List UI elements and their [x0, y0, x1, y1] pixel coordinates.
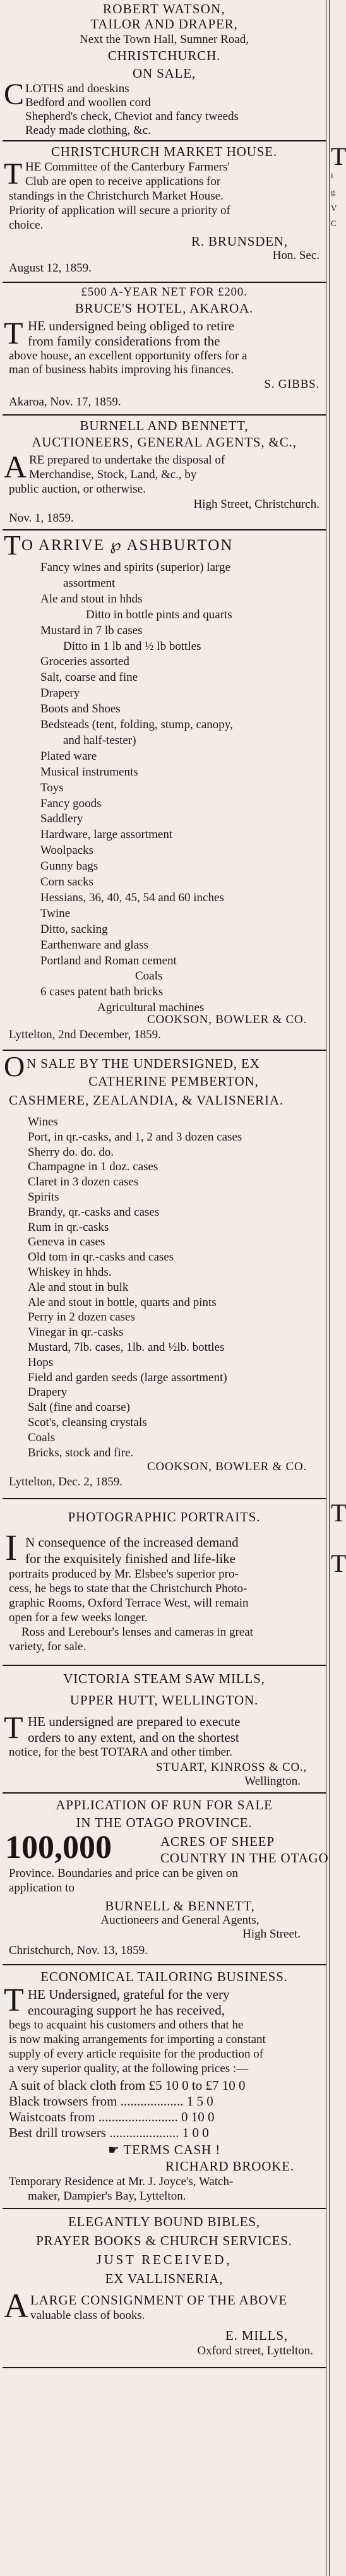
watson-ad [3, 0, 326, 137]
burnell-address: High Street, Christchurch. [193, 498, 319, 511]
cookson-arrive-item: and half-tester) [63, 733, 136, 747]
photo-line-7: Ross and Lerebour's lenses and cameras in great [21, 1626, 253, 1639]
cookson-sale-signature: COOKSON, BOWLER & CO. [147, 1460, 307, 1473]
divider [3, 1050, 326, 1051]
edge-fragment: T [331, 142, 346, 171]
cookson-sale-date: Lyttelton, Dec. 2, 1859. [9, 1475, 122, 1489]
tailoring-line-3: begs to acquaint his customers and others that he [9, 2018, 244, 2032]
tailoring-signature: RICHARD BROOKE. [165, 2159, 294, 2174]
victoria-place: Wellington. [244, 1775, 301, 1788]
cookson-arrive-item: Gunny bags [40, 860, 98, 873]
cookson-arrive-item: assortment [63, 576, 116, 590]
books-line-2: valuable class of books. [30, 2309, 145, 2322]
edge-fragment: V [331, 203, 337, 213]
tailoring-terms [9, 2142, 319, 2158]
adjacent-column-edge [329, 0, 346, 2576]
cookson-sale-item: Salt (fine and coarse) [28, 1401, 130, 1415]
cookson-arrive-item: Bedsteads (tent, folding, stump, canopy, [40, 718, 233, 731]
run-body-2: application to [9, 1881, 75, 1895]
market-drop-cap: T [4, 157, 23, 191]
bruce-signature: S. GIBBS. [264, 378, 319, 391]
cookson-sale-item: Brandy, qr.-casks and cases [28, 1205, 160, 1219]
burnell-line-1: RE prepared to undertake the disposal of [29, 453, 225, 467]
cookson-arrive-item: Drapery [40, 686, 80, 700]
cookson-arrive-item: Fancy wines and spirits (superior) large [40, 561, 230, 574]
cookson-arrive-item: Salt, coarse and fine [40, 671, 138, 685]
edge-fragment: T [331, 1549, 346, 1578]
divider [3, 282, 326, 283]
cookson-sale-item: Sherry do. do. do. [28, 1145, 114, 1159]
run-address: High Street. [242, 1927, 301, 1941]
bruce-line-3: above house, an excellent opportunity offers for a [9, 349, 248, 362]
photo-line-3: portraits produced by Mr. Elsbee's superior pro- [9, 1567, 239, 1581]
cookson-arrive-item: Corn sacks [40, 875, 93, 889]
bruce-line-1: HE undersigned being obliged to retire [28, 318, 235, 333]
books-title-2: PRAYER BOOKS & CHURCH SERVICES. [36, 2233, 292, 2248]
divider [3, 1792, 326, 1794]
run-body-1: Province. Boundaries and price can be given on [9, 1867, 238, 1880]
books-address: Oxford street, Lyttelton. [197, 2344, 313, 2357]
burnell-line-2: Merchandise, Stock, Land, &c., by [29, 468, 197, 481]
watson-line-3: Shepherd's check, Cheviot and fancy tweeds [25, 110, 239, 123]
watson-drop-cap: C [4, 78, 25, 111]
cookson-arrive-item: Portland and Roman cement [40, 954, 177, 967]
run-line-1: ACRES OF SHEEP [160, 1834, 275, 1849]
books-signature: E. MILLS, [225, 2328, 288, 2343]
tailoring-price-3: Waistcoats from ........................ 0 10 0 [9, 2109, 215, 2124]
cookson-arrive-item: Plated ware [40, 749, 97, 763]
cookson-sale-item: Wines [28, 1115, 58, 1129]
watson-line-2: Bedford and woollen cord [25, 96, 151, 109]
tailoring-title: ECONOMICAL TAILORING BUSINESS. [40, 1969, 288, 1984]
edge-fragment: g [331, 187, 335, 196]
books-title-1: ELEGANTLY BOUND BIBLES, [68, 2214, 260, 2229]
photo-line-6: open for a few weeks longer. [9, 1611, 148, 1624]
tailoring-residence-1: Temporary Residence at Mr. J. Joyce's, Watch- [9, 2175, 234, 2188]
cookson-arrive-item: Hessians, 36, 40, 45, 54 and 60 inches [40, 890, 224, 904]
photo-line-4: cess, he begs to state that the Christchurch Photo- [9, 1582, 248, 1595]
victoria-line-3: notice, for the best TOTARA and other timber. [9, 1746, 232, 1759]
divider [3, 2367, 326, 2368]
cookson-sale-item: Bricks, stock and fire. [28, 1446, 134, 1459]
tailoring-line-2: encouraging support he has received, [28, 2003, 225, 2018]
divider [3, 1964, 326, 1965]
cookson-arrive-title: O ARRIVE ℘ ASHBURTON [21, 537, 234, 554]
cookson-arrive-item: Saddlery [40, 812, 83, 826]
edge-fragment: T [331, 1499, 346, 1527]
books-title-3: JUST RECEIVED, [96, 2252, 232, 2267]
cookson-arrive-item: Ditto in bottle pints and quarts [86, 608, 232, 621]
burnell-line-3: public auction, or otherwise. [9, 482, 146, 496]
edge-fragment: C [331, 219, 337, 228]
photo-line-1: N consequence of the increased demand [25, 1535, 239, 1550]
cookson-arrive-item: Fancy goods [40, 796, 102, 810]
bruce-drop-cap: T [4, 315, 23, 350]
watson-trade: TAILOR AND DRAPER, [90, 16, 238, 32]
cookson-sale-item: Rum in qr.-casks [28, 1220, 109, 1234]
burnell-title: BURNELL AND BENNETT, [80, 418, 249, 433]
cookson-sale-item: Field and garden seeds (large assortment) [28, 1370, 227, 1384]
cookson-sale-item: Port, in qr.-casks, and 1, 2 and 3 dozen cases [28, 1130, 242, 1144]
run-date: Christchurch, Nov. 13, 1859. [9, 1944, 148, 1957]
bruce-title: BRUCE'S HOTEL, AKAROA. [75, 301, 254, 316]
cookson-arrive-date: Lyttelton, 2nd December, 1859. [9, 1028, 161, 1041]
victoria-line-2: orders to any extent, and on the shortest [28, 1730, 239, 1745]
cookson-arrive-item: Ale and stout in hhds [40, 592, 143, 606]
books-line-1: LARGE CONSIGNMENT OF THE ABOVE [30, 2292, 288, 2308]
cookson-sale-title-1: N SALE BY THE UNDERSIGNED, EX [27, 1056, 260, 1071]
run-role: Auctioneers and General Agents, [100, 1914, 260, 1927]
photo-line-8: variety, for sale. [9, 1640, 86, 1653]
cookson-sale-title-2: CATHERINE PEMBERTON, [88, 1074, 259, 1089]
cookson-arrive-signature: COOKSON, BOWLER & CO. [147, 1013, 307, 1026]
run-title-2: IN THE OTAGO PROVINCE. [76, 1815, 253, 1830]
victoria-drop-cap: T [4, 1710, 23, 1745]
market-signature: R. BRUNSDEN, [191, 234, 288, 249]
watson-town: CHRISTCHURCH. [107, 48, 221, 63]
tailoring-price-4: Best drill trowsers ..................... 1 0 0 [9, 2125, 209, 2140]
cookson-sale-item: Hops [28, 1355, 54, 1369]
run-title-1: APPLICATION OF RUN FOR SALE [56, 1797, 273, 1812]
cookson-sale-item: Perry in 2 dozen cases [28, 1310, 135, 1324]
cookson-arrive-drop-cap: T [4, 530, 21, 561]
bruce-date: Akaroa, Nov. 17, 1859. [9, 395, 121, 409]
photo-title: PHOTOGRAPHIC PORTRAITS. [68, 1509, 261, 1525]
victoria-subtitle: UPPER HUTT, WELLINGTON. [69, 1692, 259, 1708]
tailoring-price-1: A suit of black cloth from £5 10 0 to £7 10 0 [9, 2078, 246, 2093]
burnell-date: Nov. 1, 1859. [9, 512, 74, 525]
cookson-arrive-item: Toys [40, 781, 64, 794]
cookson-arrive-item: Groceries assorted [40, 655, 129, 669]
tailoring-price-2: Black trowsers from ................... 1 5 0 [9, 2094, 213, 2109]
photo-line-2: for the exquisitely finished and life-like [25, 1551, 236, 1566]
watson-heading: ON SALE, [132, 66, 196, 81]
tailoring-drop-cap: T [4, 1982, 24, 2018]
cookson-sale-item: Whiskey in hhds. [28, 1266, 112, 1279]
photo-drop-cap: I [5, 1527, 18, 1568]
market-line-5: choice. [9, 219, 44, 232]
cookson-sale-item: Drapery [28, 1386, 68, 1399]
books-title-4: EX VALLISNERIA, [105, 2271, 224, 2286]
victoria-signature: STUART, KINROSS & CO., [155, 1761, 307, 1774]
cookson-arrive-item: Mustard in 7 lb cases [40, 623, 143, 637]
cookson-arrive-item: Ditto in 1 lb and ½ lb bottles [63, 639, 201, 653]
cookson-arrive-item: Woolpacks [40, 844, 93, 858]
watson-address: Next the Town Hall, Sumner Road, [80, 33, 249, 46]
cookson-sale-item: Coals [28, 1430, 56, 1444]
cookson-sale-item: Spirits [28, 1190, 59, 1204]
bruce-price: £500 A-YEAR NET FOR £200. [81, 285, 248, 299]
run-line-2: COUNTRY IN THE OTAGO [160, 1850, 329, 1866]
cookson-arrive-item: Musical instruments [40, 765, 138, 779]
cookson-arrive-item: Ditto, sacking [40, 922, 108, 936]
cookson-arrive-item: Earthenware and glass [40, 938, 148, 952]
divider [3, 1498, 326, 1499]
books-drop-cap: A [4, 2287, 28, 2325]
tailoring-line-5: supply of every article requisite for the production of [9, 2047, 264, 2061]
run-acreage: 100,000 [5, 1830, 112, 1866]
cookson-arrive-item: 6 cases patent bath bricks [40, 985, 164, 999]
cookson-arrive-item: Coals [135, 969, 163, 983]
cookson-sale-title-3: CASHMERE, ZEALANDIA, & VALISNERIA. [9, 1093, 283, 1108]
market-title: CHRISTCHURCH MARKET HOUSE. [51, 144, 278, 159]
divider [3, 140, 326, 141]
divider [3, 529, 326, 530]
cookson-sale-item: Vinegar in qr.-casks [28, 1326, 124, 1339]
cookson-arrive-item: Agricultural machines [97, 1001, 205, 1015]
watson-line-1: LOTHS and doeskins [25, 82, 129, 95]
market-role: Hon. Sec. [272, 249, 319, 262]
cookson-arrive-item: Twine [40, 906, 71, 920]
market-line-4: Priority of application will secure a priority of [9, 204, 230, 217]
cookson-arrive-item: Hardware, large assortment [40, 828, 173, 842]
edge-fragment: i [331, 171, 333, 180]
bruce-line-2: from family considerations from the [28, 333, 220, 349]
market-line-3: standings in the Christchurch Market House. [9, 189, 224, 203]
cookson-sale-item: Ale and stout in bulk [28, 1280, 129, 1294]
cookson-sale-drop-cap: O [4, 1050, 25, 1082]
cookson-sale-item: Mustard, 7lb. cases, 1lb. and ½lb. bottles [28, 1341, 225, 1354]
cookson-sale-item: Ale and stout in bottle, quarts and pints [28, 1295, 217, 1309]
tailoring-line-6: a very superior quality, at the following prices :— [9, 2062, 249, 2075]
advertisement-column [3, 0, 329, 2576]
cookson-sale-item: Scot's, cleansing crystals [28, 1416, 147, 1429]
cookson-sale-item: Old tom in qr.-casks and cases [28, 1250, 174, 1264]
market-line-2: Club are open to receive applications for [25, 175, 221, 188]
tailoring-line-4: is now making arrangements for importing a constant [9, 2033, 266, 2046]
victoria-line-1: HE undersigned are prepared to execute [28, 1714, 241, 1729]
burnell-drop-cap: A [4, 449, 27, 484]
victoria-title: VICTORIA STEAM SAW MILLS, [63, 1671, 265, 1686]
market-date: August 12, 1859. [9, 261, 92, 275]
market-line-1: HE Committee of the Canterbury Farmers' [25, 160, 230, 174]
tailoring-line-1: HE Undersigned, grateful for the very [28, 1987, 230, 2002]
burnell-subtitle: AUCTIONEERS, GENERAL AGENTS, &C., [32, 434, 297, 450]
tailoring-terms-text: TERMS CASH ! [123, 2142, 221, 2157]
divider [3, 2208, 326, 2209]
cookson-sale-item: Claret in 3 dozen cases [28, 1175, 139, 1189]
photo-line-5: graphic Rooms, Oxford Terrace West, will remain [9, 1597, 249, 1610]
divider [3, 414, 326, 416]
cookson-arrive-item: Boots and Shoes [40, 702, 121, 716]
tailoring-residence-2: maker, Dampier's Bay, Lyttelton. [28, 2190, 186, 2203]
cookson-sale-item: Geneva in cases [28, 1235, 105, 1249]
cookson-sale-item: Champagne in 1 doz. cases [28, 1160, 158, 1174]
watson-line-4: Ready made clothing, &c. [25, 124, 151, 137]
divider [3, 1665, 326, 1666]
bruce-line-4: man of business habits improving his finances. [9, 363, 234, 376]
watson-name: ROBERT WATSON, [102, 1, 226, 16]
pointing-hand-icon: ☛ [107, 2143, 120, 2157]
run-firm: BURNELL & BENNETT, [105, 1898, 255, 1914]
